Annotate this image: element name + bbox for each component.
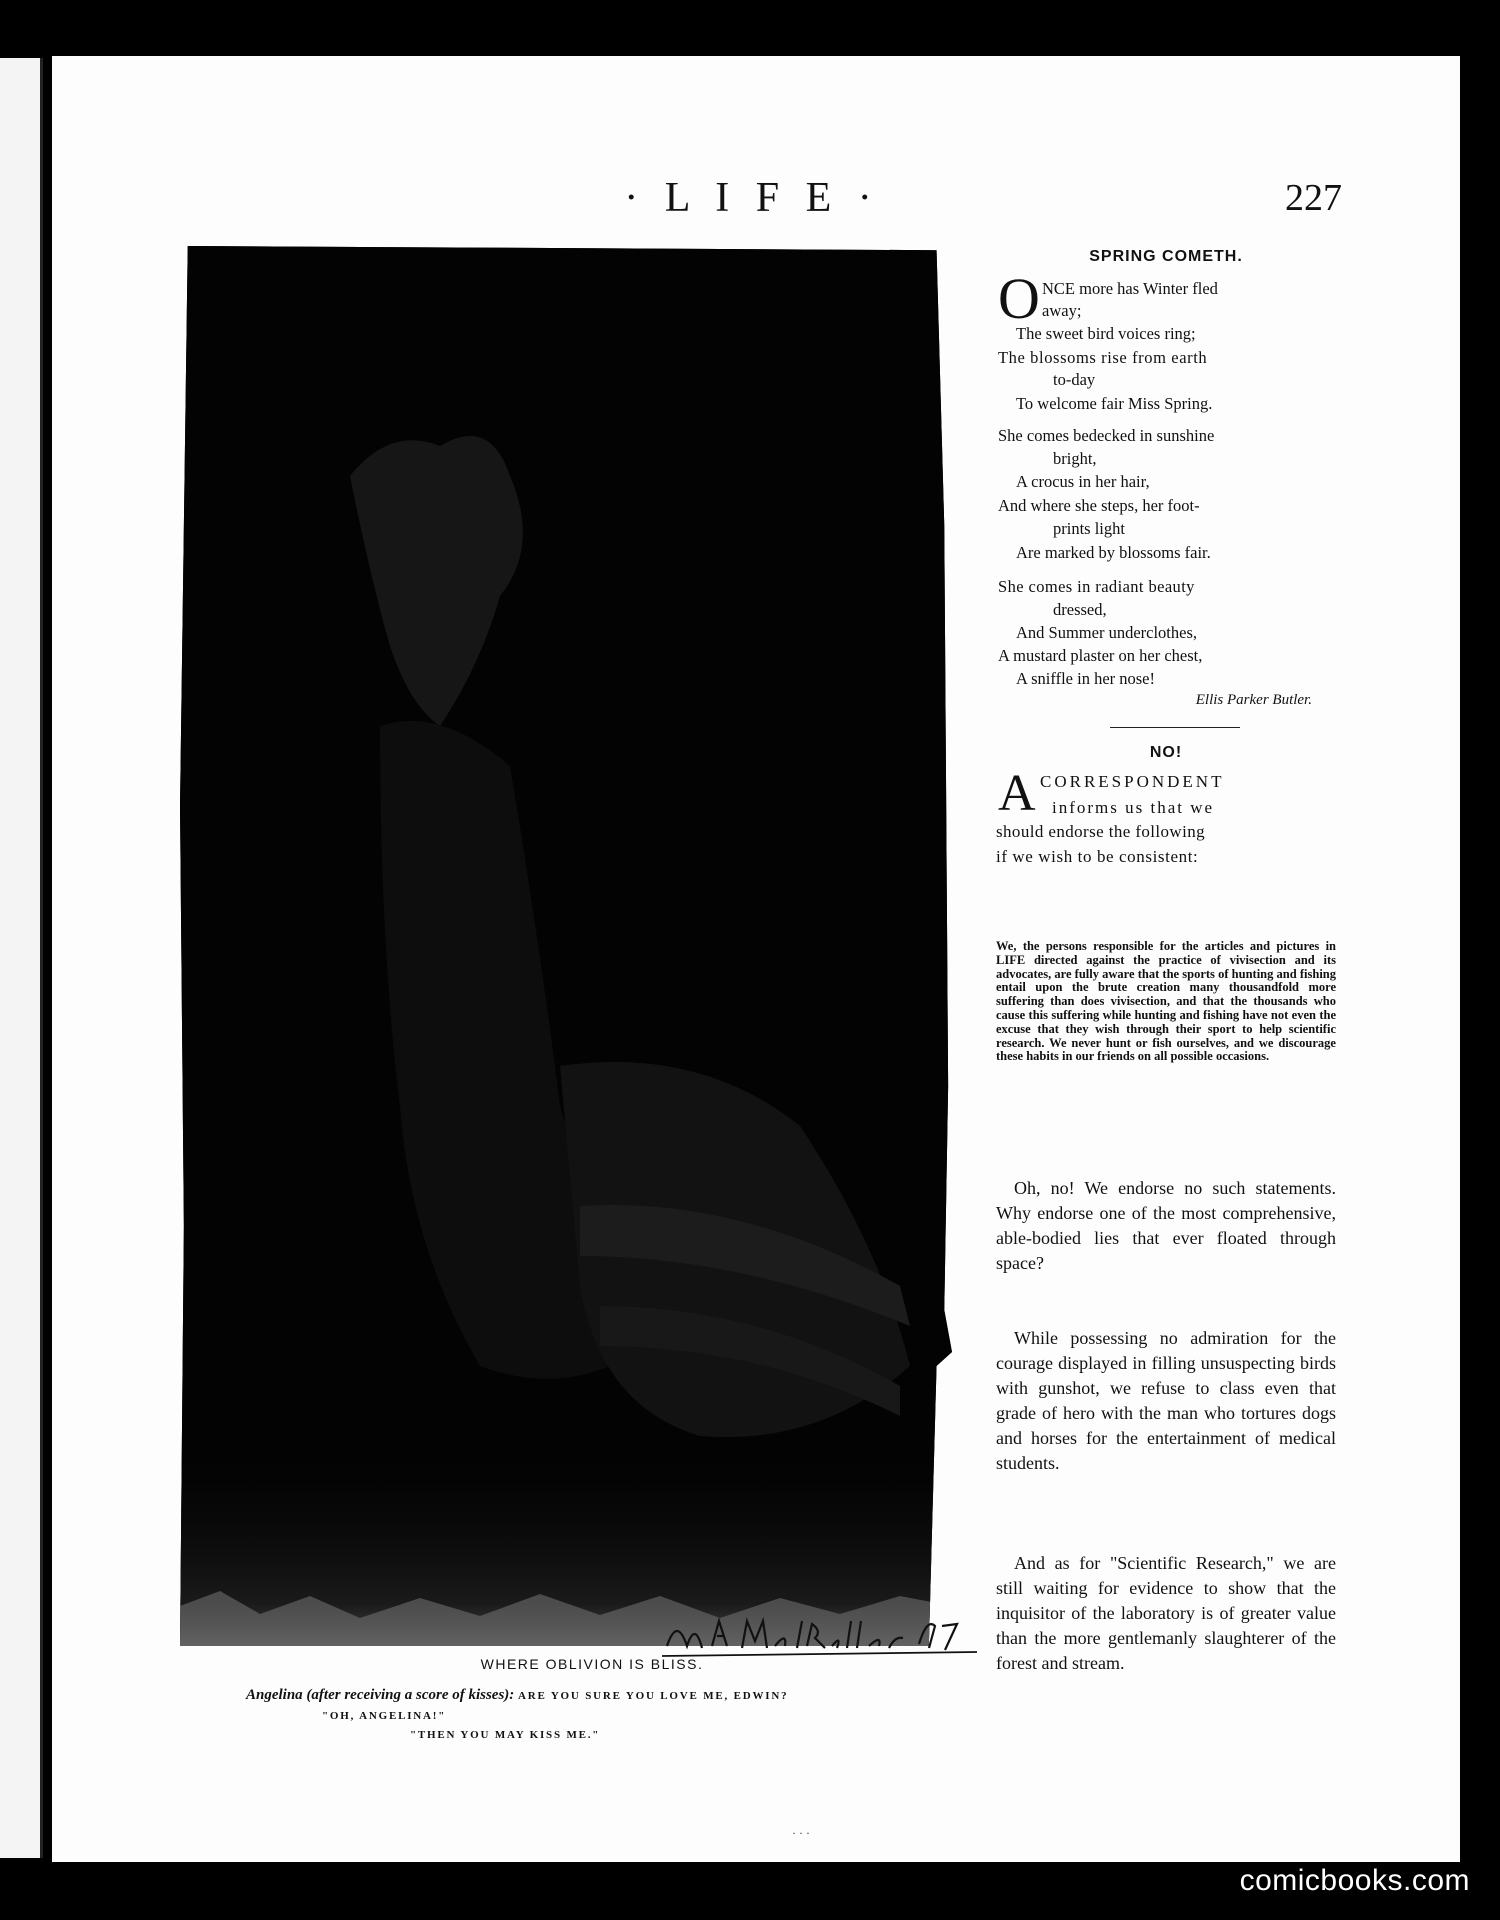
poem-dropcap: O xyxy=(998,266,1040,331)
caption-line-1: ARE YOU SURE YOU LOVE ME, EDWIN? xyxy=(518,1690,789,1702)
caption-speaker: Angelina (after receiving a score of kisses): xyxy=(246,1687,515,1703)
section-divider xyxy=(1110,727,1240,728)
article-intro-line: CORRESPONDENT xyxy=(1040,772,1225,791)
poem-line: bright, xyxy=(1053,449,1097,468)
poem-line: A sniffle in her nose! xyxy=(1016,669,1156,688)
poem-title: SPRING COMETH. xyxy=(1089,248,1243,265)
article-title: NO! xyxy=(1149,744,1183,761)
article-paragraph: Oh, no! We endorse no such statements. Why endorse one of the most comprehensive, able-bodied lies that ever floated through space? xyxy=(996,1178,1336,1273)
poem-author: Ellis Parker Butler. xyxy=(1195,692,1312,708)
previous-page-edge xyxy=(0,58,43,1858)
caption-title: WHERE OBLIVION IS BLISS. xyxy=(480,1656,704,1672)
article-paragraph: While possessing no admiration for the courage displayed in filling unsuspecting birds with gunshot, we refuse to class even that grade of hero with the man who tortures dogs and horses for the entertainment of medical students. xyxy=(996,1328,1336,1473)
poem-line: The sweet bird voices ring; xyxy=(1016,324,1196,343)
article-intro-line: should endorse the following xyxy=(996,822,1206,841)
running-head: · L I F E · xyxy=(624,175,880,221)
article-intro-line: if we wish to be consistent: xyxy=(996,847,1199,866)
poem-line: dressed, xyxy=(1053,600,1107,619)
magazine-page xyxy=(52,56,1460,1862)
poem-line: A mustard plaster on her chest, xyxy=(998,646,1203,665)
poem-line: And where she steps, her foot- xyxy=(998,496,1200,515)
poem-line: She comes bedecked in sunshine xyxy=(998,426,1215,445)
caption-line-3: "THEN YOU MAY KISS ME." xyxy=(410,1729,601,1741)
caption-line-2: "OH, ANGELINA!" xyxy=(322,1710,447,1722)
poem-line: away; xyxy=(1042,301,1082,320)
poem-line: to-day xyxy=(1053,370,1096,389)
page-number: 227 xyxy=(1285,177,1342,219)
quoted-statement: We, the persons responsible for the articles and pictures in LIFE directed against the practice of vivisection and its advocates, are fully aware that the sports of hunting and fishing entail upon the brute creation many thousandfold more suffering than does vivisection, and that the thousands who cause this suffering while hunting and fishing have not even the excuse that they wish through their sport to help scientific research. We never hunt or fish ourselves, and we discourage these habits in our friends on all possible occasions. xyxy=(996,939,1336,1064)
poem-line: The blossoms rise from earth xyxy=(998,348,1208,367)
poem-line: To welcome fair Miss Spring. xyxy=(1016,394,1213,413)
poem-line: prints light xyxy=(1053,519,1125,538)
illustration xyxy=(180,246,952,1646)
poem-line: And Summer underclothes, xyxy=(1016,623,1198,642)
caption-dialogue-1 xyxy=(246,1687,788,1704)
poem-line: NCE more has Winter fled xyxy=(1042,279,1218,298)
poem-line: Are marked by blossoms fair. xyxy=(1016,543,1211,562)
article-intro-line: informs us that we xyxy=(1052,798,1215,817)
watermark: comicbooks.com xyxy=(1239,1864,1470,1897)
poem-line: She comes in radiant beauty xyxy=(998,577,1195,596)
article-dropcap: A xyxy=(998,765,1036,822)
footer-mark: · · · xyxy=(792,1826,810,1840)
article-paragraph: And as for "Scientific Research," we are still waiting for evidence to show that the inquisitor of the laboratory is of greater value than the more gentlemanly slaughterer of the forest and stream. xyxy=(996,1553,1336,1673)
illustration-drawing xyxy=(180,246,952,1646)
poem-line: A crocus in her hair, xyxy=(1016,472,1150,491)
